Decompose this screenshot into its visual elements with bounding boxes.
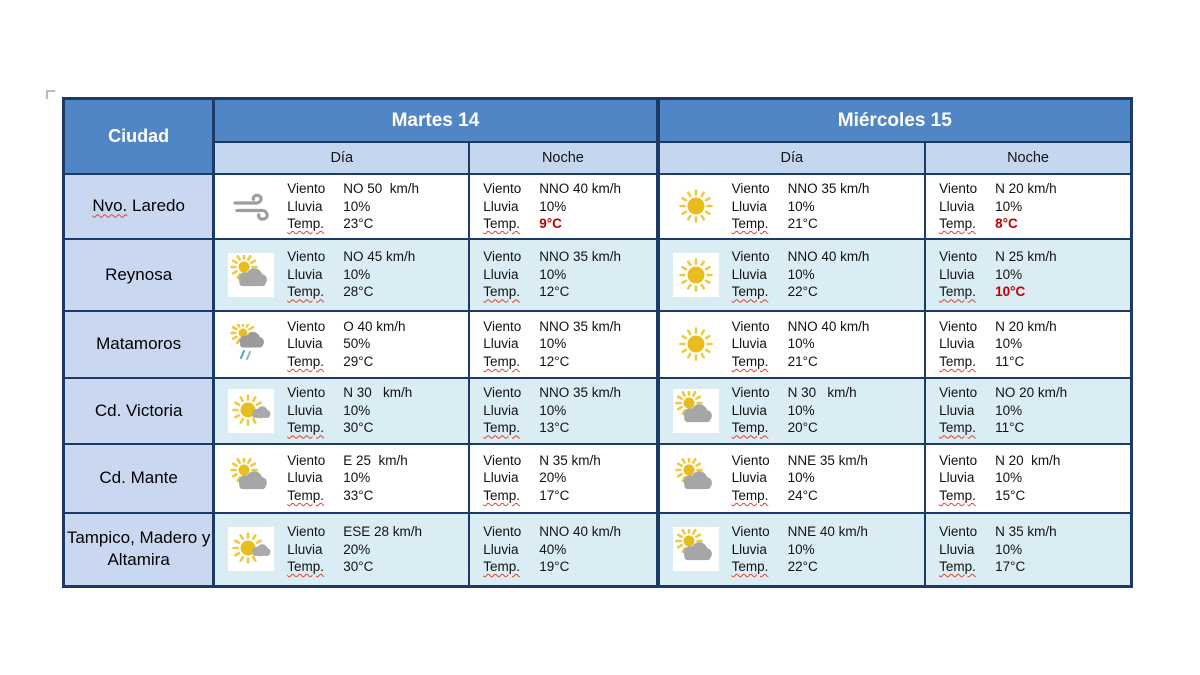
wind-value: N 30 km/h [343,385,413,401]
rain-label: Lluvia [483,541,519,557]
wind-label: Viento [287,318,326,334]
wind-value: NO 45 km/h [343,249,416,265]
rain-value: 10% [343,198,371,214]
table-row [64,239,1132,311]
temp-value: 28°C [343,284,374,300]
temp-value: 12°C [539,284,570,300]
rain-label: Lluvia [483,198,519,214]
sunny-icon [673,253,719,297]
weather-table [62,97,1133,588]
rain-value: 50% [343,336,371,352]
partly-cloudy-icon [228,253,274,297]
wind-label: Viento [939,452,978,468]
rain-value: 10% [539,336,567,352]
rain-value: 40% [539,541,567,557]
wind-label: Viento [731,385,770,401]
mostly-sunny-icon [228,389,274,433]
table-row [64,444,1132,513]
city-name [64,174,214,239]
wind-value: NNO 40 km/h [539,524,622,539]
table-anchor-handle [46,90,55,99]
forecast-cell [214,311,469,378]
rain-label: Lluvia [939,402,975,418]
partly-cloudy-icon [673,389,719,433]
rain-value: 10% [787,470,815,486]
rain-value: 10% [787,541,815,557]
forecast-cell [214,239,469,311]
wind-label: Viento [483,249,522,265]
wind-label: Viento [483,385,522,401]
wind-value: NNE 35 km/h [787,452,868,468]
temp-label: Temp. [287,353,325,369]
rain-label: Lluvia [731,402,767,418]
partly-cloudy-icon [228,456,274,500]
wind-value: N 35 km/h [995,524,1057,539]
temp-label: Temp. [939,284,976,300]
rain-value: 10% [539,266,567,282]
temp-label: Temp. [483,487,520,503]
wind-value: O 40 km/h [343,318,406,334]
wind-label: Viento [483,524,522,539]
city-name-text: Cd. Victoria [94,400,183,420]
rain-label: Lluvia [731,541,767,557]
wind-label: Viento [287,181,326,196]
city-name-text: Laredo [127,196,185,216]
temp-value: 30°C [343,559,374,574]
mostly-sunny-icon [228,527,274,571]
temp-value: 20°C [787,420,818,436]
wind-value: NNO 40 km/h [539,181,622,196]
table-row [64,378,1132,444]
temp-value: 30°C [343,420,374,436]
forecast-cell [925,378,1131,444]
rain-value: 10% [995,336,1023,352]
temp-value: 8°C [995,216,1018,231]
city-name-text: Cd. Mante [99,468,178,487]
temp-label: Temp. [483,559,520,574]
rain-label: Lluvia [483,402,519,418]
rain-label: Lluvia [939,198,975,214]
wind-label: Viento [287,249,326,265]
rain-label: Lluvia [287,198,323,214]
rain-label: Lluvia [287,541,323,557]
temp-label: Temp. [287,216,325,231]
city-name-text: Tampico, Madero y Altamira [66,528,211,570]
rain-value: 10% [787,198,815,214]
forecast-cell [658,378,925,444]
rain-label: Lluvia [483,266,519,282]
sunny-icon [673,322,719,366]
forecast-cell [214,513,469,587]
temp-label: Temp. [731,559,769,574]
forecast-cell [925,239,1131,311]
forecast-cell [469,239,657,311]
temp-value: 21°C [787,353,818,369]
rain-value: 10% [995,470,1023,486]
temp-value: 21°C [787,216,818,231]
city-name [64,378,214,444]
city-name-text: Nvo. [92,196,128,216]
temp-label: Temp. [483,216,520,231]
forecast-cell [469,513,657,587]
wind-value: N 35 km/h [539,452,601,468]
temp-label: Temp. [287,284,325,300]
rain-value: 10% [995,266,1023,282]
rain-value: 10% [539,198,567,214]
rain-value: 10% [787,402,815,418]
wind-label: Viento [483,452,522,468]
forecast-cell [925,174,1131,239]
partly-cloudy-icon [673,456,719,500]
wind-value: NNO 35 km/h [539,318,622,334]
wind-value: NNO 35 km/h [787,181,870,196]
wind-value: E 25 km/h [343,452,408,468]
wind-label: Viento [287,452,326,468]
forecast-cell [469,311,657,378]
rain-label: Lluvia [483,336,519,352]
wind-value: NNO 40 km/h [787,249,870,265]
city-name-text: Reynosa [105,264,173,284]
city-name [64,311,214,378]
rain-label: Lluvia [939,266,975,282]
rain-label: Lluvia [287,336,323,352]
forecast-cell [925,311,1131,378]
wind-label: Viento [483,181,522,196]
rain-label: Lluvia [731,336,767,352]
wind-icon [228,184,274,228]
forecast-cell [214,174,469,239]
rain-value: 10% [343,402,371,418]
day-header-martes: Martes 14 [214,99,658,143]
rain-label: Lluvia [731,470,767,486]
wind-value: NNO 35 km/h [539,385,622,401]
temp-label: Temp. [731,353,769,369]
city-name [64,444,214,513]
forecast-rows [64,174,1132,587]
temp-label: Temp. [287,559,325,574]
city-name-text: Matamoros [96,334,182,353]
temp-label: Temp. [731,216,769,231]
forecast-cell [214,378,469,444]
rain-label: Lluvia [939,541,975,557]
temp-value: 33°C [343,487,374,503]
wind-label: Viento [731,249,770,265]
wind-value: N 30 km/h [787,385,857,401]
rain-value: 10% [343,470,371,486]
period-header-noche: Noche [925,142,1131,174]
wind-value: NNE 40 km/h [787,524,868,539]
temp-value: 19°C [539,559,570,574]
temp-value: 12°C [539,353,570,369]
rain-label: Lluvia [731,198,767,214]
wind-value: ESE 28 km/h [343,524,423,539]
temp-value: 17°C [539,487,570,503]
wind-label: Viento [731,181,770,196]
temp-label: Temp. [939,353,976,369]
temp-label: Temp. [731,487,769,503]
temp-value: 11°C [995,353,1025,369]
rain-value: 10% [787,336,815,352]
wind-value: NO 50 km/h [343,181,420,196]
forecast-cell [469,444,657,513]
wind-value: N 25 km/h [995,249,1057,265]
header-row-days [64,99,1132,143]
forecast-cell [658,444,925,513]
rain-label: Lluvia [939,336,975,352]
wind-label: Viento [939,385,978,401]
table-row [64,513,1132,587]
temp-value: 29°C [343,353,374,369]
table-row [64,174,1132,239]
temp-label: Temp. [939,487,976,503]
wind-value: N 20 km/h [995,452,1061,468]
temp-value: 15°C [995,487,1026,503]
forecast-cell [658,239,925,311]
rain-label: Lluvia [731,266,767,282]
temp-label: Temp. [731,284,769,300]
wind-label: Viento [939,524,978,539]
temp-label: Temp. [939,559,976,574]
wind-value: N 20 km/h [995,181,1057,196]
period-header-noche: Noche [469,142,657,174]
wind-label: Viento [731,318,770,334]
temp-value: 22°C [787,559,818,574]
wind-value: NNO 35 km/h [539,249,622,265]
temp-label: Temp. [939,216,976,231]
sunny-icon [673,184,719,228]
temp-value: 22°C [787,284,818,300]
day-header-miercoles: Miércoles 15 [658,99,1132,143]
temp-label: Temp. [731,420,769,436]
wind-label: Viento [939,249,978,265]
temp-label: Temp. [287,420,325,436]
rain-label: Lluvia [483,470,519,486]
temp-value: 24°C [787,487,818,503]
wind-label: Viento [287,524,326,539]
rain-label: Lluvia [287,266,323,282]
forecast-cell [469,378,657,444]
city-column-header: Ciudad [64,99,214,175]
rain-value: 10% [539,402,567,418]
header-row-periods [64,142,1132,174]
forecast-cell [469,174,657,239]
rain-value: 10% [995,402,1023,418]
period-header-dia: Día [658,142,925,174]
temp-label: Temp. [287,487,325,503]
wind-value: N 20 km/h [995,318,1057,334]
sun-cloud-rain-icon [228,322,274,366]
rain-label: Lluvia [939,470,975,486]
rain-value: 10% [995,541,1023,557]
wind-label: Viento [731,524,770,539]
rain-label: Lluvia [287,470,323,486]
wind-value: NO 20 km/h [995,385,1068,401]
forecast-cell [925,513,1131,587]
rain-value: 10% [787,266,815,282]
forecast-cell [658,174,925,239]
forecast-cell [925,444,1131,513]
temp-label: Temp. [483,420,520,436]
wind-label: Viento [939,181,978,196]
temp-label: Temp. [939,420,976,436]
forecast-cell [658,513,925,587]
temp-value: 11°C [995,420,1025,436]
temp-label: Temp. [483,284,520,300]
rain-value: 10% [995,198,1023,214]
wind-label: Viento [287,385,326,401]
temp-value: 9°C [539,216,562,231]
temp-value: 23°C [343,216,374,231]
city-name [64,513,214,587]
rain-value: 10% [343,266,371,282]
partly-cloudy-icon [673,527,719,571]
rain-value: 20% [539,470,567,486]
city-name [64,239,214,311]
temp-label: Temp. [483,353,520,369]
forecast-cell [214,444,469,513]
table-row [64,311,1132,378]
wind-label: Viento [939,318,978,334]
wind-value: NNO 40 km/h [787,318,870,334]
rain-label: Lluvia [287,402,323,418]
temp-value: 10°C [995,284,1026,300]
period-header-dia: Día [214,142,469,174]
rain-value: 20% [343,541,371,557]
wind-label: Viento [483,318,522,334]
forecast-cell [658,311,925,378]
temp-value: 13°C [539,420,570,436]
temp-value: 17°C [995,559,1026,574]
wind-label: Viento [731,452,770,468]
